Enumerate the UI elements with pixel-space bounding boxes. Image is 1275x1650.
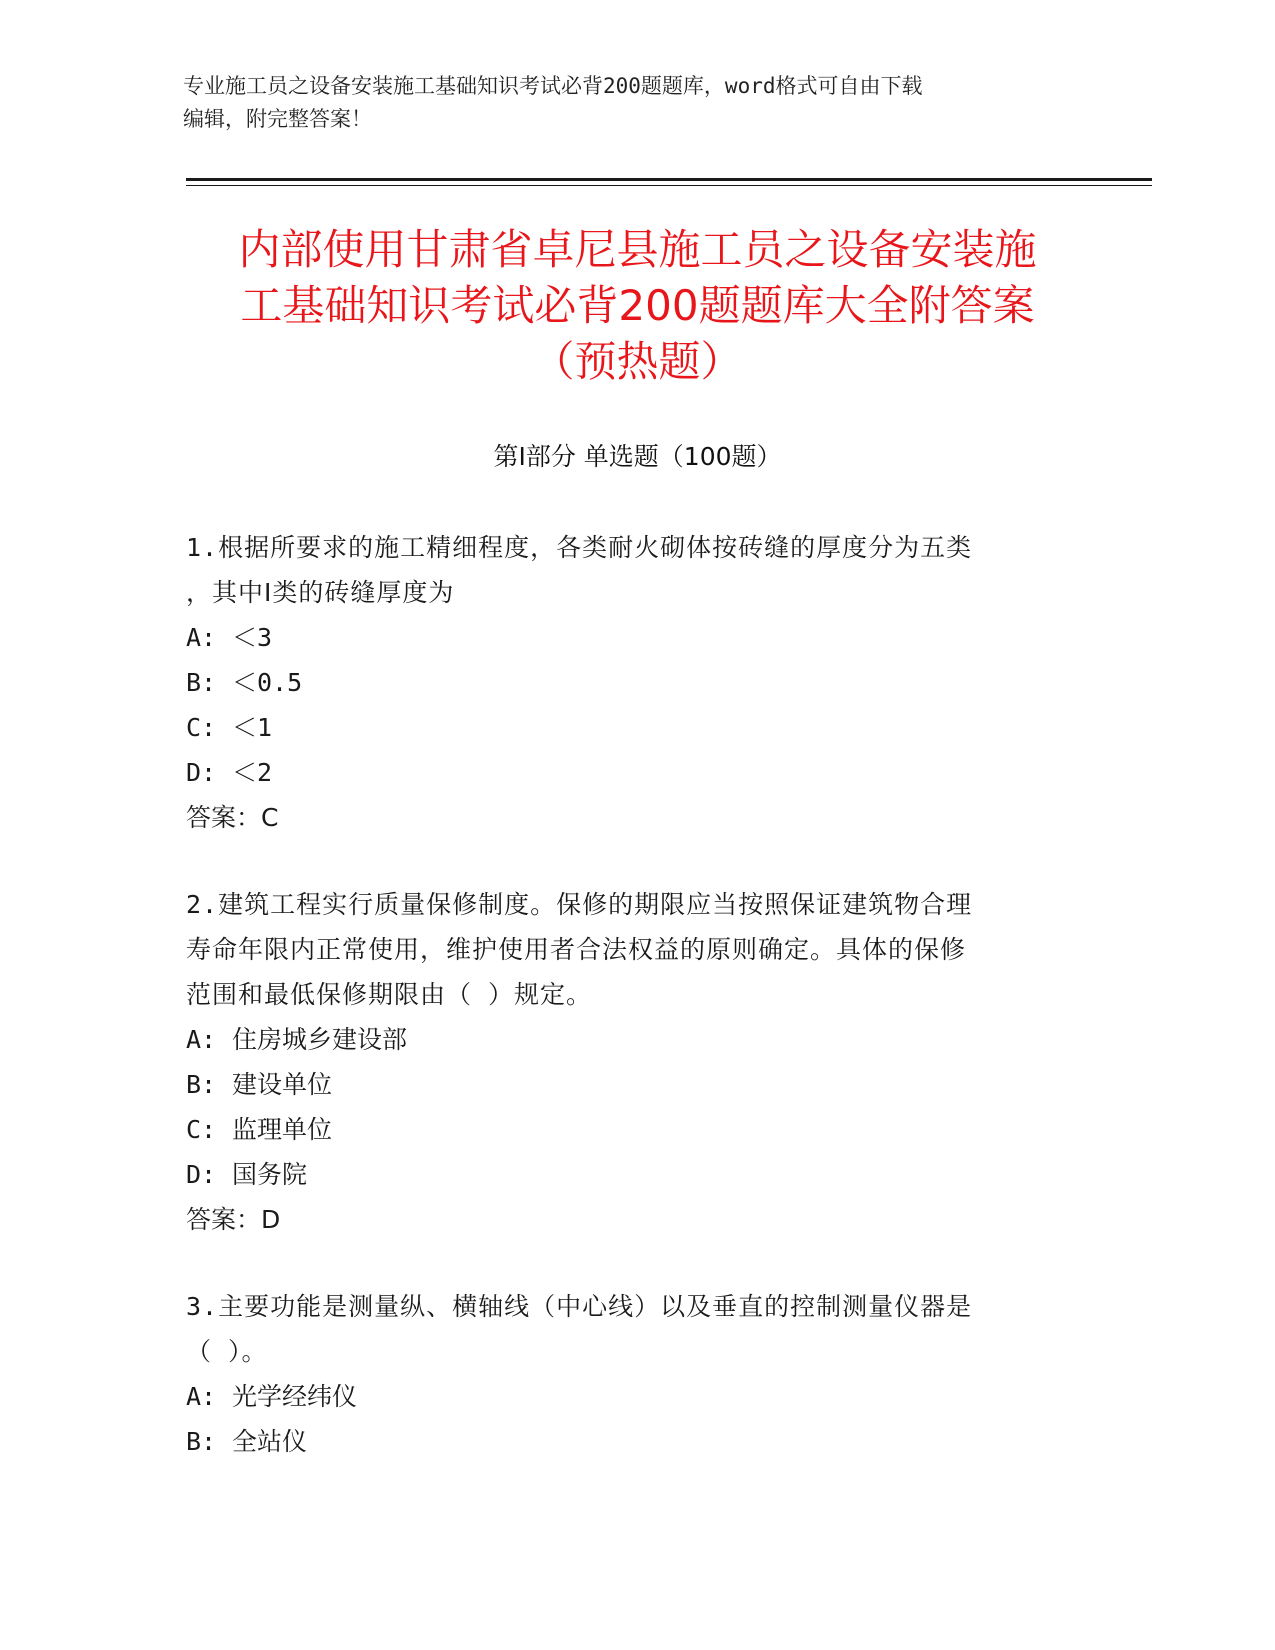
- question-2: [186, 882, 1066, 1242]
- option-b: [186, 1062, 1066, 1107]
- option-label: A:: [186, 623, 217, 652]
- option-text: 光学经纬仪: [232, 1382, 358, 1411]
- option-text: 全站仪: [232, 1427, 308, 1456]
- title-line-3: （预热题）: [532, 337, 743, 386]
- option-text: ＜0.5: [232, 668, 303, 697]
- option-text: ＜3: [232, 623, 273, 652]
- question-text-line: 1.根据所要求的施工精细程度，各类耐火砌体按砖缝的厚度分为五类: [186, 533, 973, 562]
- option-a: [186, 615, 1066, 660]
- option-a: [186, 1017, 1066, 1062]
- question-3: [186, 1284, 1066, 1464]
- option-a: [186, 1374, 1066, 1419]
- option-label: D:: [186, 758, 217, 787]
- option-text: ＜2: [232, 758, 273, 787]
- document-title: [150, 222, 1125, 390]
- answer: 答案：D: [186, 1205, 281, 1234]
- option-label: A:: [186, 1382, 217, 1411]
- option-label: A:: [186, 1025, 217, 1054]
- answer: 答案：C: [186, 803, 279, 832]
- option-label: B:: [186, 1427, 217, 1456]
- option-b: [186, 1419, 1066, 1464]
- question-text-line: 范围和最低保修期限由（ ）规定。: [186, 980, 593, 1009]
- header-line-1: 专业施工员之设备安装施工基础知识考试必背200题题库，word格式可自由下载: [183, 74, 923, 98]
- question-1: [186, 525, 1066, 840]
- option-text: ＜1: [232, 713, 273, 742]
- section-title: 第Ⅰ部分 单选题（100题）: [493, 442, 782, 471]
- option-text: 住房城乡建设部: [232, 1025, 408, 1054]
- question-list: [186, 525, 1066, 1506]
- option-d: [186, 750, 1066, 795]
- header-line-2: 编辑，附完整答案！: [183, 107, 372, 131]
- question-text-line: 2.建筑工程实行质量保修制度。保修的期限应当按照保证建筑物合理: [186, 890, 973, 919]
- header-rule-thin: [186, 185, 1152, 186]
- question-text-line: （ ）。: [186, 1337, 268, 1366]
- option-label: D:: [186, 1160, 217, 1189]
- option-text: 监理单位: [232, 1115, 333, 1144]
- header-note: [183, 70, 1063, 136]
- question-text-line: 3.主要功能是测量纵、横轴线（中心线）以及垂直的控制测量仪器是: [186, 1292, 973, 1321]
- option-label: C:: [186, 1115, 217, 1144]
- title-line-2: 工基础知识考试必背200题题库大全附答案: [240, 281, 1035, 330]
- question-text-line: 寿命年限内正常使用，维护使用者合法权益的原则确定。具体的保修: [186, 935, 967, 964]
- option-text: 国务院: [232, 1160, 308, 1189]
- option-label: C:: [186, 713, 217, 742]
- question-text-line: ，其中Ⅰ类的砖缝厚度为: [186, 578, 455, 607]
- option-c: [186, 705, 1066, 750]
- option-label: B:: [186, 1070, 217, 1099]
- title-line-1: 内部使用甘肃省卓尼县施工员之设备安装施: [238, 225, 1037, 274]
- option-b: [186, 660, 1066, 705]
- option-c: [186, 1107, 1066, 1152]
- option-d: [186, 1152, 1066, 1197]
- header-rule-thick: [186, 178, 1152, 181]
- option-label: B:: [186, 668, 217, 697]
- option-text: 建设单位: [232, 1070, 333, 1099]
